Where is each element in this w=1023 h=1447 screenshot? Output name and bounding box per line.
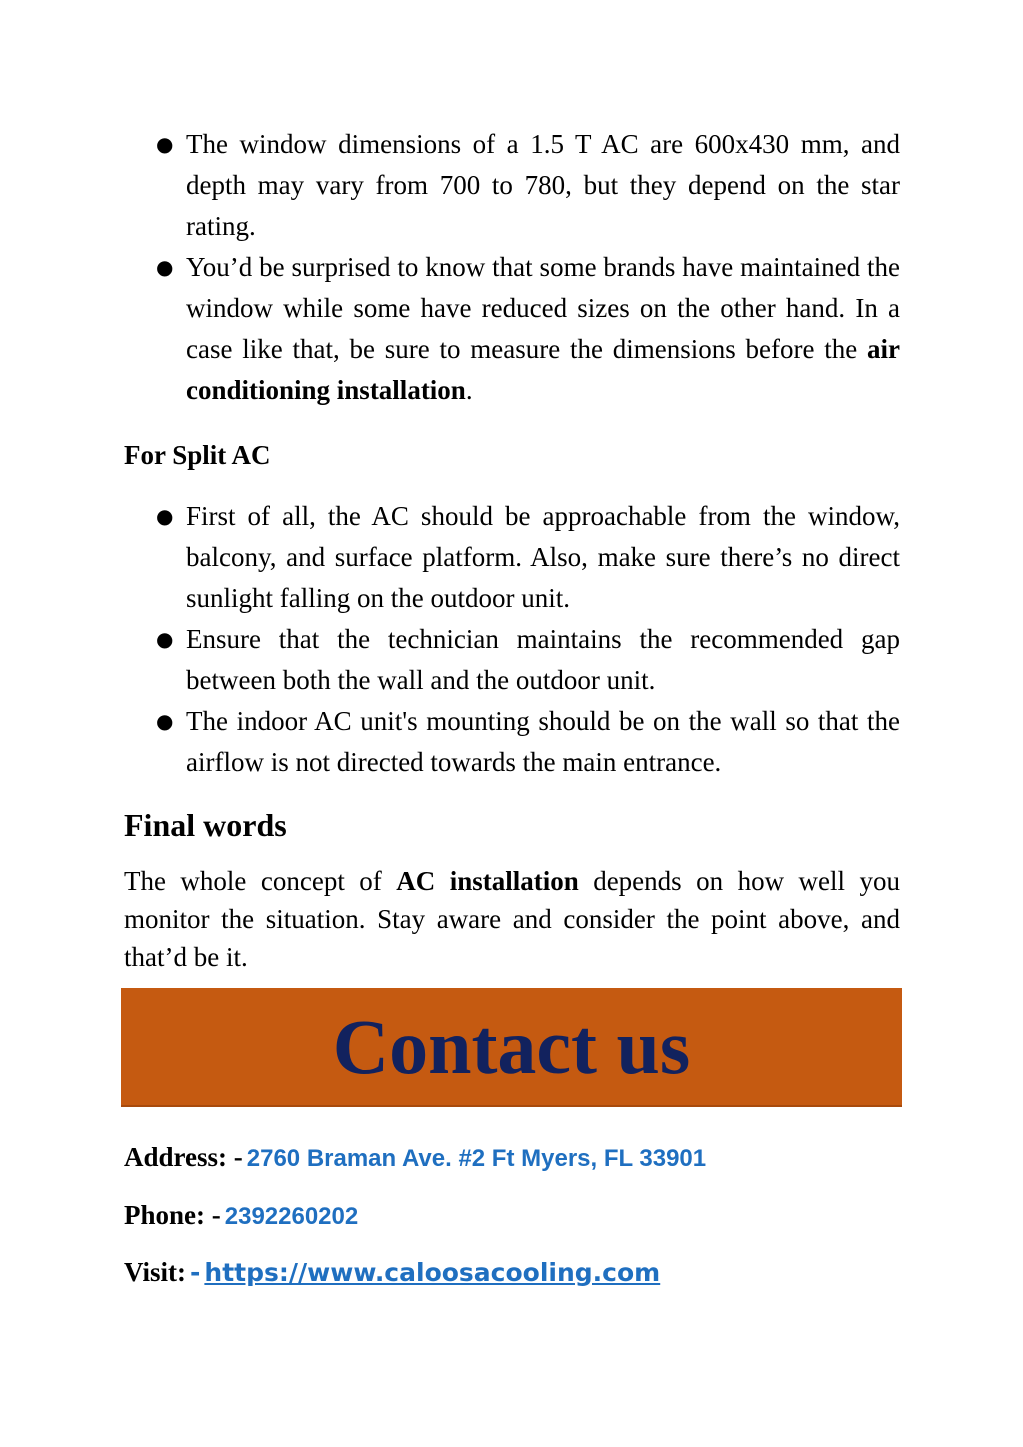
bullet-icon: ●: [156, 627, 174, 651]
visit-label: Visit:: [124, 1257, 186, 1287]
list-item-text: First of all, the AC should be approachable from the window, balcony, and surface platform. Also, make sure there’s no direct sunlight falling on the outdoor unit.: [186, 501, 900, 613]
final-paragraph: [124, 862, 900, 976]
paragraph-text: The whole concept of: [124, 866, 397, 896]
contact-banner-title: Contact us: [332, 1002, 691, 1090]
list-item: [124, 124, 900, 247]
website-link[interactable]: https://www.caloosacooling.com: [204, 1258, 661, 1287]
bold-keyword: AC installation: [396, 866, 579, 896]
bullet-icon: ●: [156, 255, 174, 279]
list-item: [124, 247, 900, 411]
phone-value[interactable]: 2392260202: [224, 1203, 359, 1230]
phone-label: Phone: -: [124, 1200, 221, 1230]
paragraph-text-end: depends on how well you monitor the situation. Stay aware and consider the point above, and that’d be it.: [124, 866, 900, 972]
final-words-heading: Final words: [124, 807, 287, 843]
bullet-icon: ●: [156, 504, 174, 528]
address-label: Address: -: [124, 1142, 243, 1172]
split-ac-list: [124, 496, 900, 783]
list-item-text: Ensure that the technician maintains the recommended gap between both the wall and the outdoor unit.: [186, 624, 900, 695]
list-item: [124, 496, 900, 619]
list-item: [124, 619, 900, 701]
window-ac-list: [124, 124, 900, 411]
bullet-icon: ●: [156, 132, 174, 156]
list-item-text-end: .: [465, 375, 473, 405]
address-line: [124, 1142, 706, 1173]
bullet-icon: ●: [156, 709, 174, 733]
address-value: 2760 Braman Ave. #2 Ft Myers, FL 33901: [246, 1145, 707, 1172]
list-item-text: You’d be surprised to know that some brands have maintained the window while some have reduced sizes on the other hand. In a case like that, be sure to measure the dimensions before the: [186, 252, 900, 364]
document-body: [124, 124, 900, 976]
contact-banner: [121, 988, 902, 1107]
list-item: [124, 701, 900, 783]
phone-line: [124, 1200, 358, 1231]
visit-dash: -: [190, 1258, 201, 1287]
split-ac-heading: For Split AC: [124, 440, 271, 470]
visit-line: [124, 1257, 660, 1288]
bold-keyword: air conditioning installation: [186, 334, 900, 405]
list-item-text: The indoor AC unit's mounting should be on the wall so that the airflow is not directed towards the main entrance.: [186, 706, 900, 777]
list-item-text: The window dimensions of a 1.5 T AC are 600x430 mm, and depth may vary from 700 to 780, but they depend on the star rating.: [186, 129, 900, 241]
